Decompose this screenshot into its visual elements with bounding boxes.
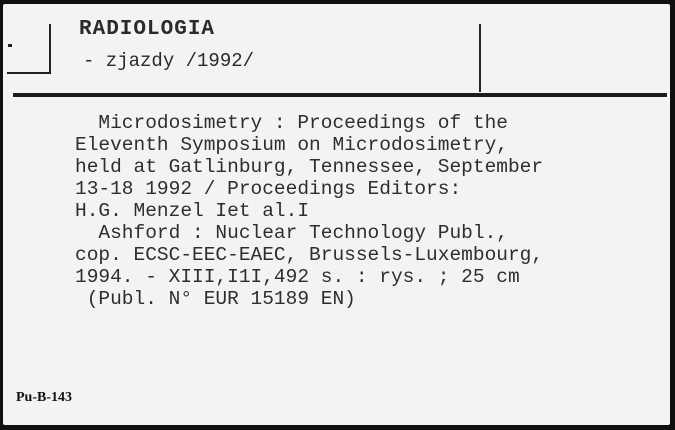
subject-subheading: - zjazdy /1992/ [83,50,255,72]
description-line: 13-18 1992 / Proceedings Editors: [75,178,462,200]
corner-tick [8,44,12,47]
series-note: (Publ. N° EUR 15189 EN) [75,288,356,310]
description-line: Microdosimetry : Proceedings of the [75,112,508,134]
description-line: held at Gatlinburg, Tennessee, September [75,156,544,178]
description-line: cop. ECSC-EEC-EAEC, Brussels-Luxembourg, [75,244,544,266]
description-line: H.G. Menzel Iet al.I [75,200,310,222]
description-line: 1994. - XIII,I1I,492 s. : rys. ; 25 cm [75,266,520,288]
description-line: Eleventh Symposium on Microdosimetry, [75,134,508,156]
catalog-card [3,4,670,425]
heading-rule [13,93,667,97]
subject-heading: RADIOLOGIA [79,18,216,41]
description-line: Ashford : Nuclear Technology Publ., [75,222,508,244]
bibliographic-description [75,112,665,310]
corner-bracket-mark [7,24,51,74]
header-divider [479,24,481,92]
shelfmark: Pu-B-143 [16,390,72,405]
